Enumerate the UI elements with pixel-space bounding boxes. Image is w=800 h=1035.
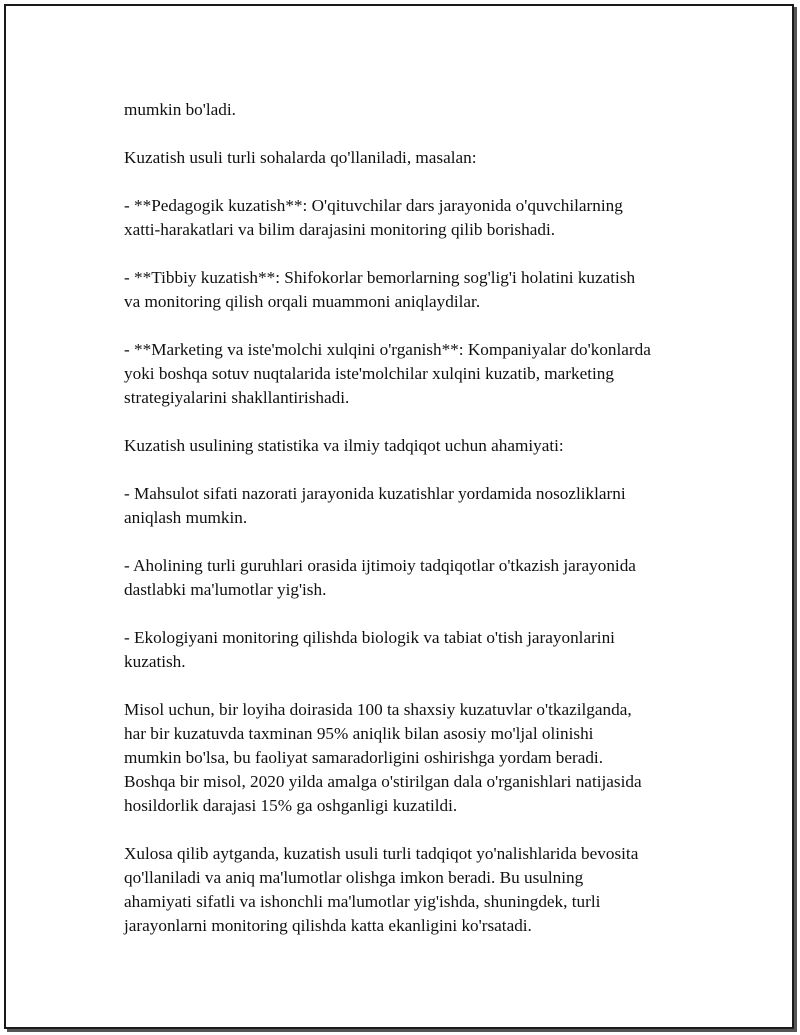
text-line: hosildorlik darajasi 15% ga oshganligi kuzatildi. [124, 796, 458, 815]
text-line: Xulosa qilib aytganda, kuzatish usuli turli tadqiqot yo'nalishlarida bevosita [124, 844, 639, 863]
text-line: - Aholining turli guruhlari orasida ijtimoiy tadqiqotlar o'tkazish jarayonida [124, 556, 636, 575]
text-line: yoki boshqa sotuv nuqtalarida iste'molchilar xulqini kuzatib, marketing [124, 364, 614, 383]
text-line: qo'llaniladi va aniq ma'lumotlar olishga imkon beradi. Bu usulning [124, 868, 584, 887]
text-line: dastlabki ma'lumotlar yig'ish. [124, 580, 327, 599]
page-frame [4, 4, 794, 1029]
text-line: har bir kuzatuvda taxminan 95% aniqlik bilan asosiy mo'ljal olinishi [124, 724, 594, 743]
paragraph-example [124, 698, 704, 818]
text-line: jarayonlarni monitoring qilishda katta ekanligini ko'rsatadi. [124, 916, 532, 935]
text-line: xatti-harakatlari va bilim darajasini monitoring qilib borishadi. [124, 220, 556, 239]
text-line: strategiyalarini shakllantirishadi. [124, 388, 350, 407]
list-item-quality-control [124, 482, 704, 530]
text-line: - Mahsulot sifati nazorati jarayonida kuzatishlar yordamida nosozliklarni [124, 484, 626, 503]
list-item-pedagogical [124, 194, 704, 242]
text-line: ahamiyati sifatli va ishonchli ma'lumotlar yig'ishda, shuningdek, turli [124, 892, 601, 911]
text-line: Boshqa bir misol, 2020 yilda amalga o'stirilgan dala o'rganishlari natijasida [124, 772, 642, 791]
list-item-ecology [124, 626, 704, 674]
paragraph-continuation [124, 98, 704, 122]
text-line: - **Tibbiy kuzatish**: Shifokorlar bemorlarning sog'lig'i holatini kuzatish [124, 268, 636, 287]
list-item-medical [124, 266, 704, 314]
text-line: Misol uchun, bir loyiha doirasida 100 ta shaxsiy kuzatuvlar o'tkazilganda, [124, 700, 632, 719]
text-line: - **Pedagogik kuzatish**: O'qituvchilar dars jarayonida o'quvchilarning [124, 196, 623, 215]
text-line: mumkin bo'lsa, bu faoliyat samaradorligini oshirishga yordam beradi. [124, 748, 603, 767]
text-line: aniqlash mumkin. [124, 508, 248, 527]
text-line: mumkin bo'ladi. [124, 100, 236, 119]
paragraph-intro [124, 146, 704, 170]
text-line: kuzatish. [124, 652, 186, 671]
text-line: Kuzatish usuli turli sohalarda qo'llaniladi, masalan: [124, 148, 477, 167]
paragraph-conclusion [124, 842, 704, 938]
text-line: Kuzatish usulining statistika va ilmiy tadqiqot uchun ahamiyati: [124, 436, 564, 455]
paragraph-importance-heading [124, 434, 704, 458]
document-body [124, 98, 704, 962]
text-line: - **Marketing va iste'molchi xulqini o'rganish**: Kompaniyalar do'konlarda [124, 340, 651, 359]
list-item-marketing [124, 338, 704, 410]
list-item-social-research [124, 554, 704, 602]
text-line: - Ekologiyani monitoring qilishda biologik va tabiat o'tish jarayonlarini [124, 628, 615, 647]
text-line: va monitoring qilish orqali muammoni aniqlaydilar. [124, 292, 481, 311]
